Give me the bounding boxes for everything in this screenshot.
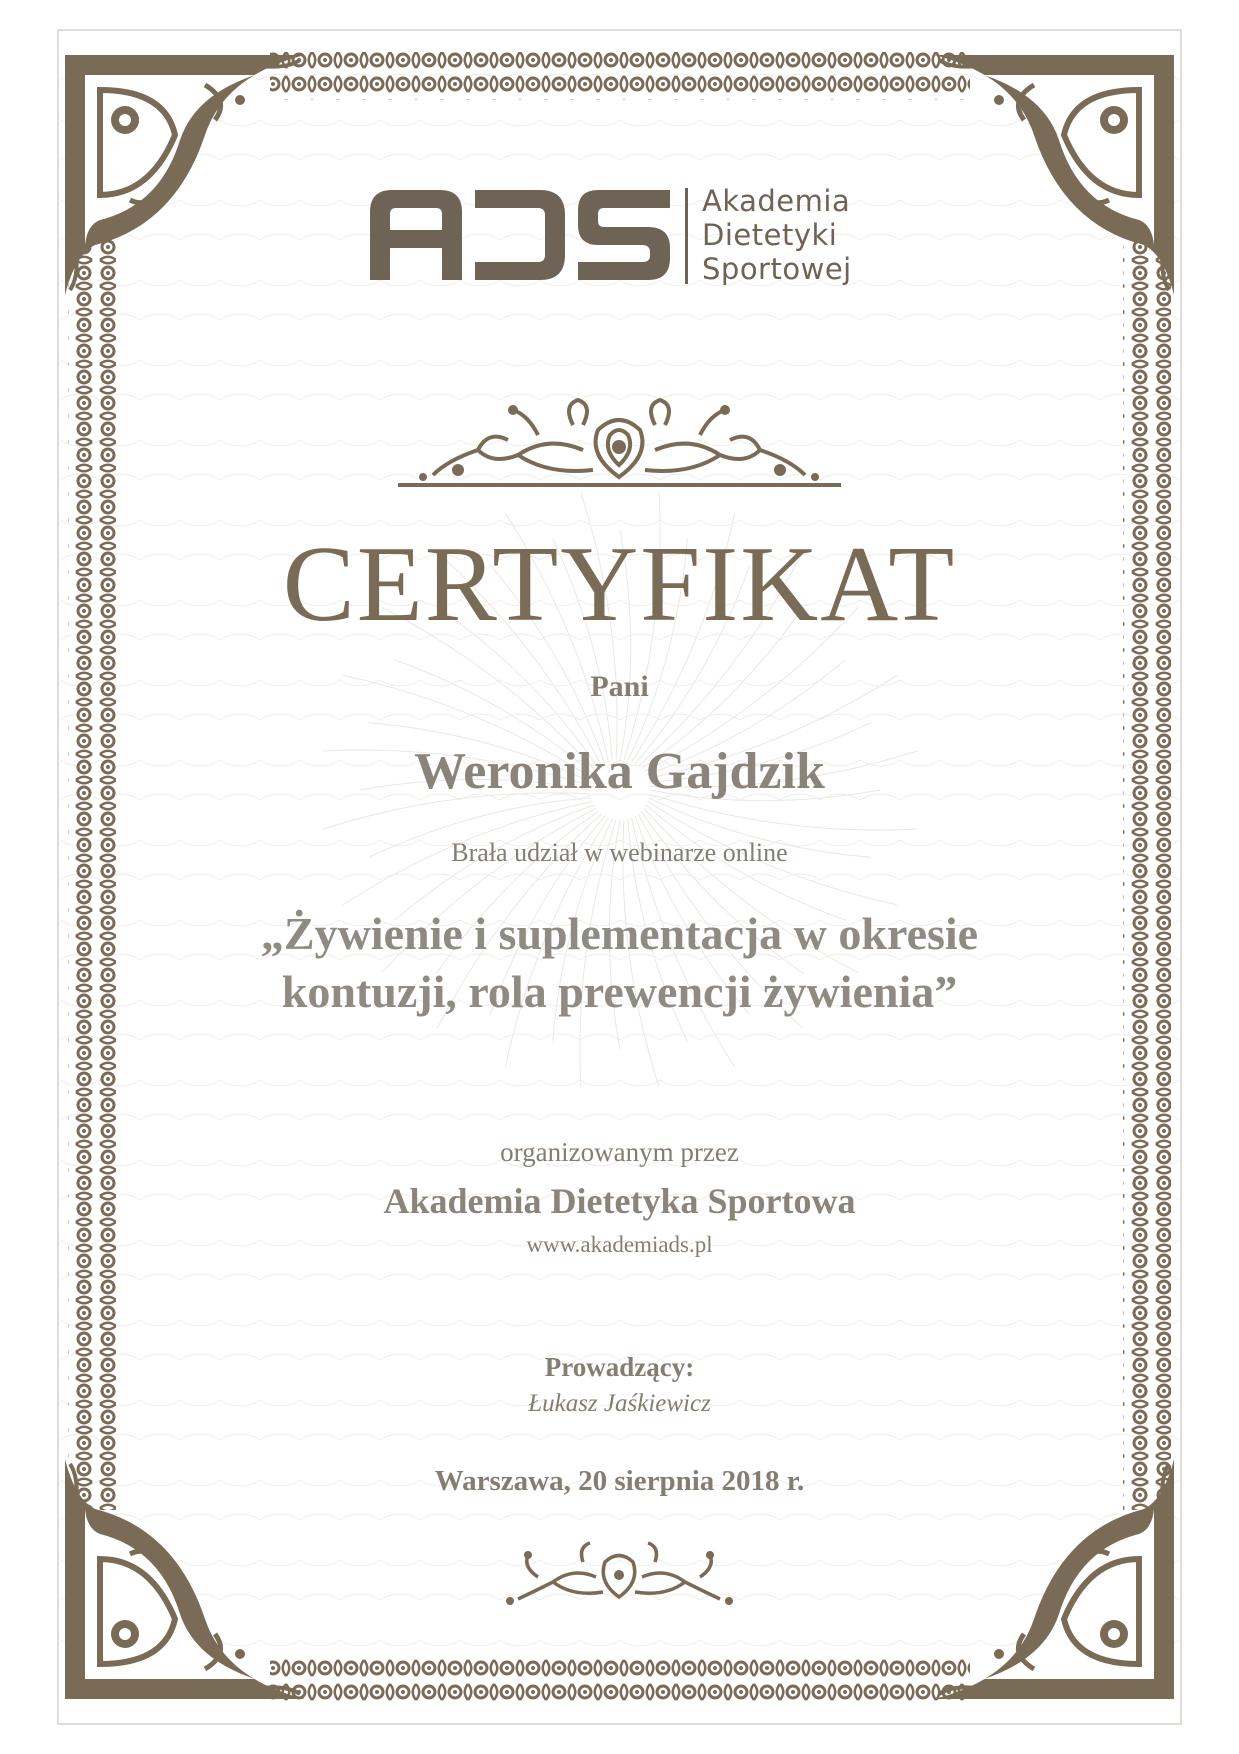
organizer-name: Akademia Dietetyka Sportowa bbox=[383, 1181, 856, 1221]
floral-divider-ornament-top bbox=[398, 395, 841, 495]
webinar-title bbox=[0, 905, 1239, 1021]
webinar-title-line-2: kontuzji, rola prewencji żywienia” bbox=[281, 966, 958, 1017]
logo-divider bbox=[685, 188, 688, 284]
organizer-website: www.akademiads.pl bbox=[526, 1232, 713, 1257]
logo-line-3: Sportowej bbox=[702, 252, 852, 286]
organized-by-text: organizowanym przez bbox=[500, 1137, 739, 1167]
participation-text: Brała udział w webinarze online bbox=[451, 838, 788, 867]
host-label: Prowadzący: bbox=[544, 1352, 695, 1382]
certificate-title: CERTYFIKAT bbox=[282, 525, 957, 644]
ads-logo-mark bbox=[370, 190, 670, 280]
logo-line-2: Dietetyki bbox=[702, 218, 838, 252]
logo-line-1: Akademia bbox=[702, 184, 851, 218]
logo-wordmark bbox=[702, 184, 852, 286]
place-and-date: Warszawa, 20 sierpnia 2018 r. bbox=[434, 1465, 805, 1497]
floral-divider-ornament-bottom bbox=[498, 1537, 741, 1607]
host-name: Łukasz Jaśkiewicz bbox=[528, 1390, 711, 1417]
salutation: Pani bbox=[590, 670, 649, 703]
webinar-title-line-1: „Żywienie i suplementacja w okresie bbox=[260, 908, 979, 959]
ads-logo bbox=[370, 180, 870, 300]
recipient-name: Weronika Gajdzik bbox=[414, 743, 825, 800]
